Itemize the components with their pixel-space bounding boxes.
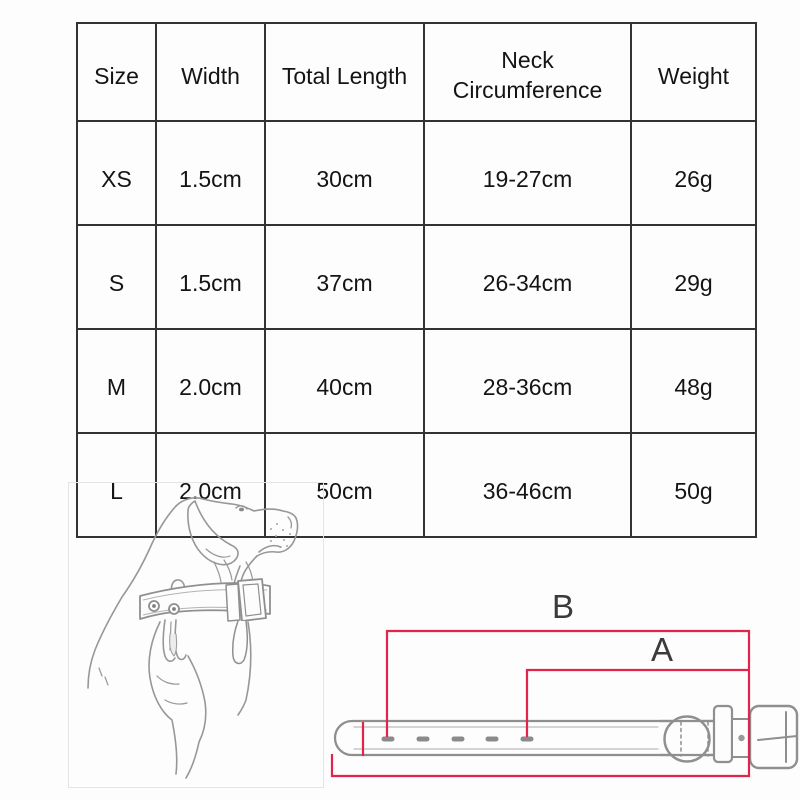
total-length-cell: 30cm xyxy=(265,121,424,225)
dog-sketch-drawing xyxy=(88,498,297,778)
size-cell: S xyxy=(77,225,156,329)
width-cell: 2.0cm xyxy=(156,329,265,433)
weight-cell: 29g xyxy=(631,225,756,329)
size-cell: L xyxy=(77,433,156,537)
measure-label-a: A xyxy=(650,631,673,668)
width-cell: 2.0cm xyxy=(156,433,265,537)
size-cell: M xyxy=(77,329,156,433)
width-cell: 1.5cm xyxy=(156,225,265,329)
header-weight: Weight xyxy=(631,23,756,121)
collar-keeper xyxy=(714,706,732,762)
total-length-cell: 37cm xyxy=(265,225,424,329)
header-width: Width xyxy=(156,23,265,121)
collar-diagram xyxy=(335,706,797,768)
whisker-dots xyxy=(270,523,291,548)
header-neck-circumference: Neck Circumference xyxy=(424,23,631,121)
size-cell: XS xyxy=(77,121,156,225)
dog-image-frame xyxy=(69,483,324,788)
neck-circumference-cell: 36-46cm xyxy=(424,433,631,537)
total-length-cell: 50cm xyxy=(265,433,424,537)
weight-cell: 48g xyxy=(631,329,756,433)
header-total-length: Total Length xyxy=(265,23,424,121)
total-length-cell: 40cm xyxy=(265,329,424,433)
width-cell: 1.5cm xyxy=(156,121,265,225)
weight-cell: 50g xyxy=(631,433,756,537)
header-size: Size xyxy=(77,23,156,121)
neck-circumference-cell: 19-27cm xyxy=(424,121,631,225)
weight-cell: 26g xyxy=(631,121,756,225)
measure-label-b: B xyxy=(551,588,574,625)
neck-circumference-cell: 26-34cm xyxy=(424,225,631,329)
neck-circumference-cell: 28-36cm xyxy=(424,329,631,433)
